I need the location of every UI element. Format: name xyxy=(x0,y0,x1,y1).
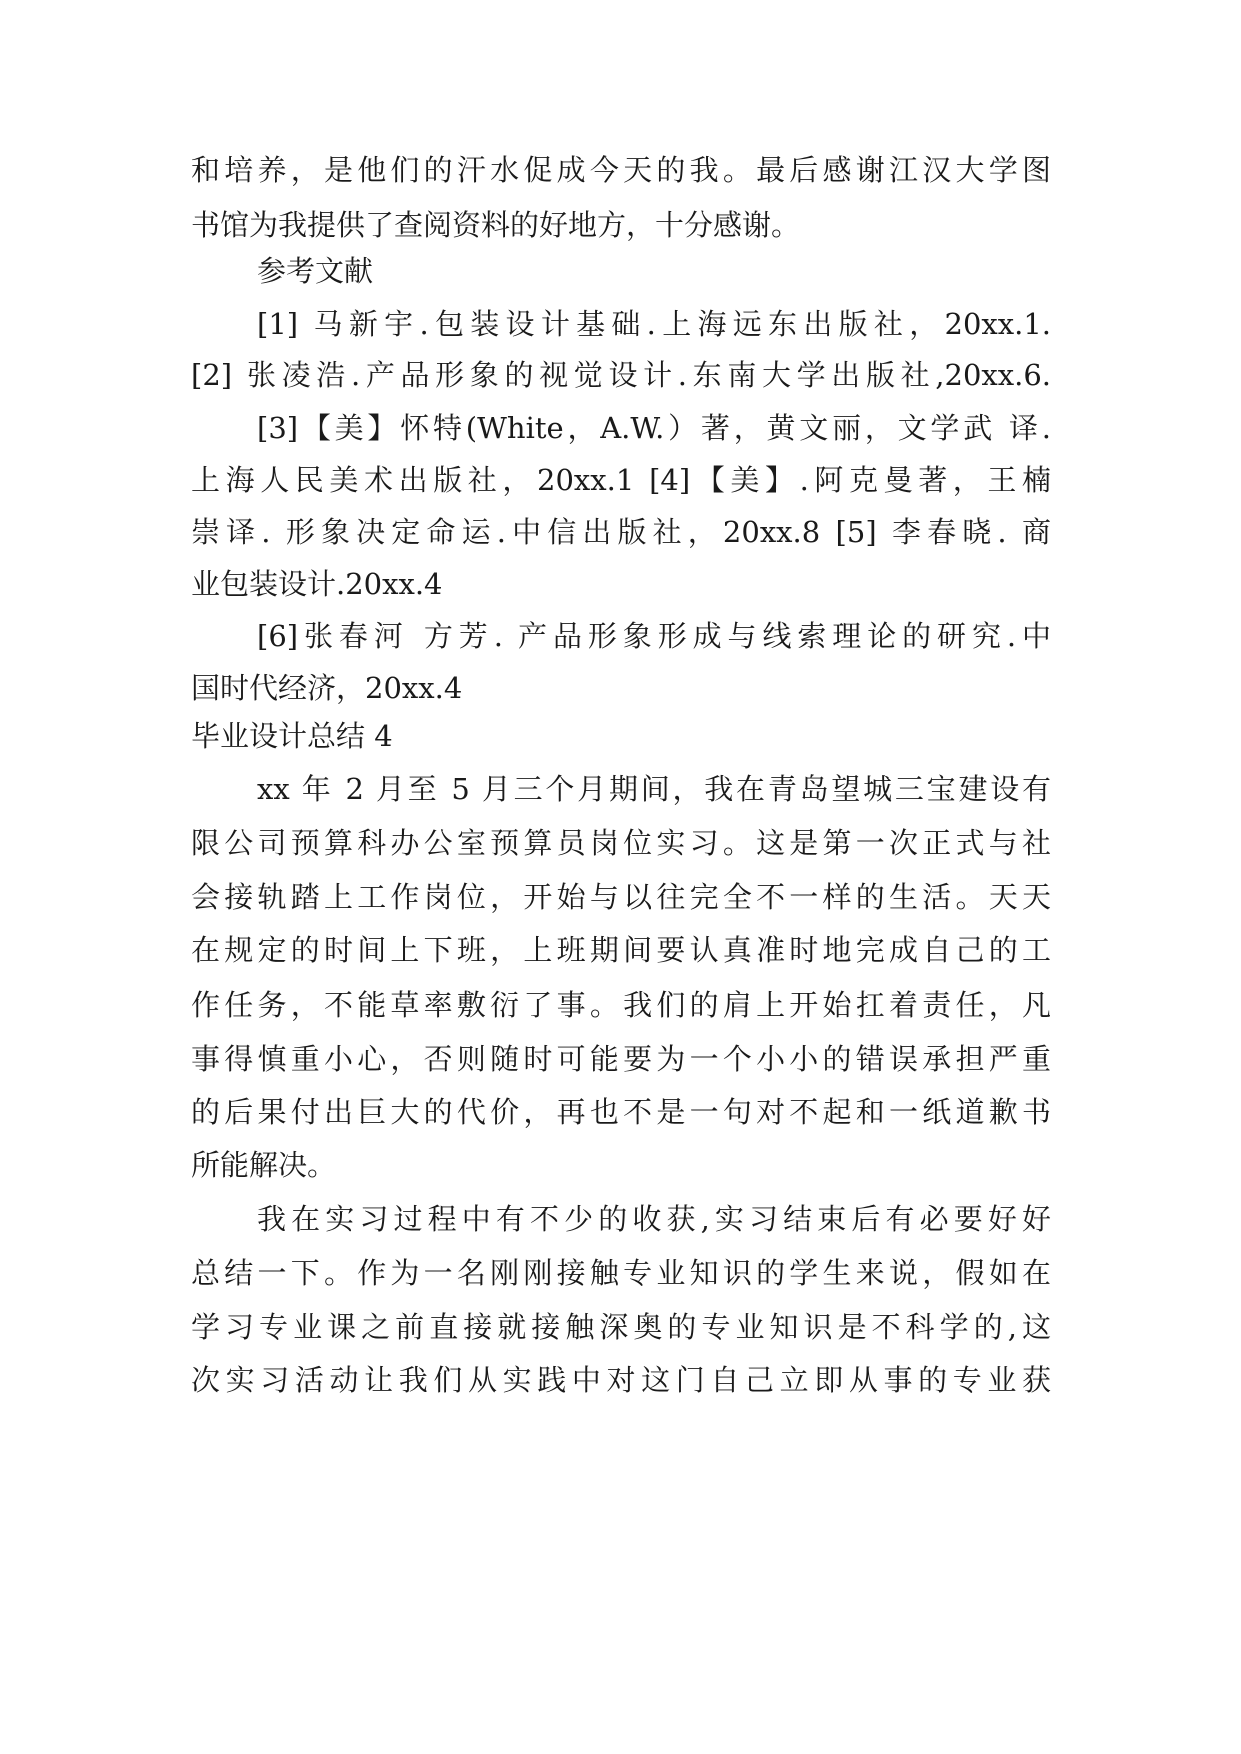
reference-item: [3]【美】怀特(White，A.W.）著，黄文丽，文学武 译. xyxy=(257,411,1051,445)
references-heading: 参考文献 xyxy=(257,254,374,288)
reference-item: [2] 张凌浩.产品形象的视觉设计.东南大学出版社,20xx.6. xyxy=(191,358,1051,392)
paragraph-line: 总结一下。作为一名刚刚接触专业知识的学生来说，假如在 xyxy=(191,1256,1051,1290)
paragraph-line: 会接轨踏上工作岗位，开始与以往完全不一样的生活。天天 xyxy=(191,880,1051,914)
paragraph-line: 作任务，不能草率敷衍了事。我们的肩上开始扛着责任，凡 xyxy=(191,988,1051,1022)
section-heading: 毕业设计总结 4 xyxy=(191,719,393,753)
paragraph-line: 事得慎重小心，否则随时可能要为一个小小的错误承担严重 xyxy=(191,1042,1051,1076)
paragraph-line: 我在实习过程中有不少的收获,实习结束后有必要好好 xyxy=(257,1202,1051,1236)
reference-item: 上海人民美术出版社，20xx.1 [4]【美】.阿克曼著，王楠 xyxy=(191,463,1051,497)
paragraph-line: 所能解决。 xyxy=(191,1148,337,1182)
paragraph-line: 书馆为我提供了查阅资料的好地方，十分感谢。 xyxy=(191,208,801,242)
paragraph-line: 和培养，是他们的汗水促成今天的我。最后感谢江汉大学图 xyxy=(191,153,1051,187)
paragraph-line: 次实习活动让我们从实践中对这门自己立即从事的专业获 xyxy=(191,1363,1051,1397)
reference-item: 业包装设计.20xx.4 xyxy=(191,567,443,601)
paragraph-line: 在规定的时间上下班，上班期间要认真准时地完成自己的工 xyxy=(191,933,1051,967)
paragraph-line: 的后果付出巨大的代价，再也不是一句对不起和一纸道歉书 xyxy=(191,1095,1051,1129)
paragraph-line: 学习专业课之前直接就接触深奥的专业知识是不科学的,这 xyxy=(191,1310,1051,1344)
paragraph-line: xx 年 2 月至 5 月三个月期间，我在青岛望城三宝建设有 xyxy=(257,772,1051,806)
reference-item: [6]张春河 方芳. 产品形象形成与线索理论的研究.中 xyxy=(257,619,1051,653)
paragraph-line: 限公司预算科办公室预算员岗位实习。这是第一次正式与社 xyxy=(191,826,1051,860)
reference-item: 国时代经济，20xx.4 xyxy=(191,671,463,705)
reference-item: [1] 马新宇.包装设计基础.上海远东出版社，20xx.1. xyxy=(257,307,1051,341)
reference-item: 崇译. 形象决定命运.中信出版社，20xx.8 [5] 李春晓. 商 xyxy=(191,515,1051,549)
